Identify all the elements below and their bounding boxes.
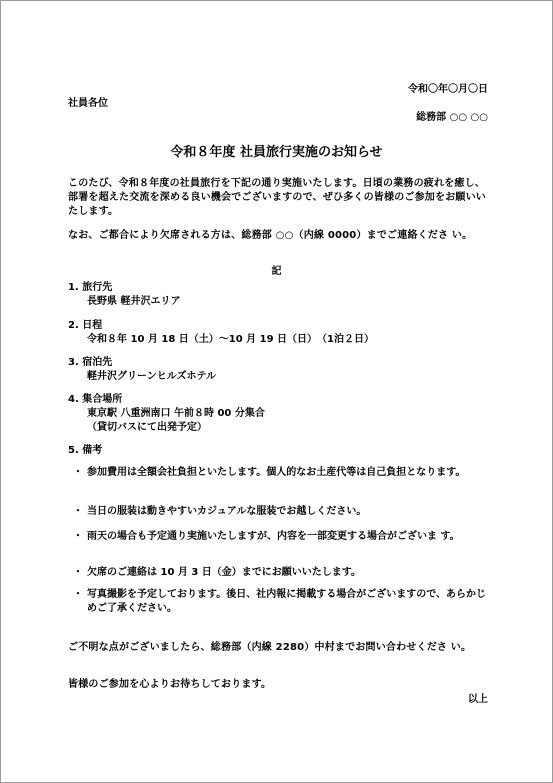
item-4-line-1: 東京駅 八重洲南口 午前８時 00 分集合: [87, 408, 265, 419]
item-1-line-1: 長野県 軽井沢エリア: [87, 296, 181, 307]
item-4-line-2: （貸切バスにて出発予定）: [87, 422, 207, 433]
bullet-mark: ・: [73, 531, 83, 542]
bullet-4: 欠席のご連絡は 10 月 3 日（金）までにお願いいたします。: [87, 567, 361, 578]
end-mark: 以上: [468, 694, 488, 705]
item-5-heading: 5. 備考: [68, 445, 103, 456]
item-3-heading: 3. 宿泊先: [68, 357, 113, 368]
closing-paragraph-2: 皆様のご参加を心よりお待ちしております。: [68, 679, 272, 690]
bullet-2: 当日の服装は動きやすいカジュアルな服装でお越しください。: [87, 506, 367, 517]
bullet-5: 写真撮影を予定しております。後日、社内報に掲載する場合がございますので、あらかじめご了承ください。: [87, 589, 486, 614]
bullet-mark: ・: [73, 589, 83, 600]
sender: 総務部 ○○ ○○: [416, 112, 488, 123]
recipient: 社員各位: [68, 98, 108, 109]
intro-paragraph-1: このたび、令和８年度の社員旅行を下記の通り実施いたします。日頃の業務の疲れを癒し、部署を超えた交流を深める良い機会でございますので、ぜひ多くの皆様のご参加をお願いいたします。: [68, 178, 486, 217]
ki-heading: 記: [271, 266, 282, 277]
item-4-heading: 4. 集合場所: [68, 394, 123, 405]
bullet-mark: ・: [73, 567, 83, 578]
bullet-1: 参加費用は全額会社負担といたします。個人的なお土産代等は自己負担となります。: [87, 467, 466, 478]
closing-paragraph-1: ご不明な点がございましたら、総務部（内線 2280）中村までお問い合わせくださ い。: [68, 642, 472, 653]
item-2-line-1: 令和８年 10 月 18 日（土）～10 月 19 日（日） （1泊２日）: [87, 334, 374, 345]
item-3-line-1: 軽井沢グリーンヒルズホテル: [87, 371, 216, 382]
bullet-3: 雨天の場合も予定通り実施いたしますが、内容を一部変更する場合がございま す。: [87, 531, 460, 542]
issue-date: 令和〇年〇月〇日: [408, 84, 488, 95]
intro-paragraph-2: なお、ご都合により欠席される方は、総務部 ○○（内線 0000）までご連絡くださ い。: [68, 230, 473, 241]
bullet-mark: ・: [73, 467, 83, 478]
item-1-heading: 1. 旅行先: [68, 282, 113, 293]
document-title: 令和８年度 社員旅行実施のお知らせ: [170, 145, 383, 160]
item-2-heading: 2. 日程: [68, 320, 103, 331]
bullet-mark: ・: [73, 506, 83, 517]
